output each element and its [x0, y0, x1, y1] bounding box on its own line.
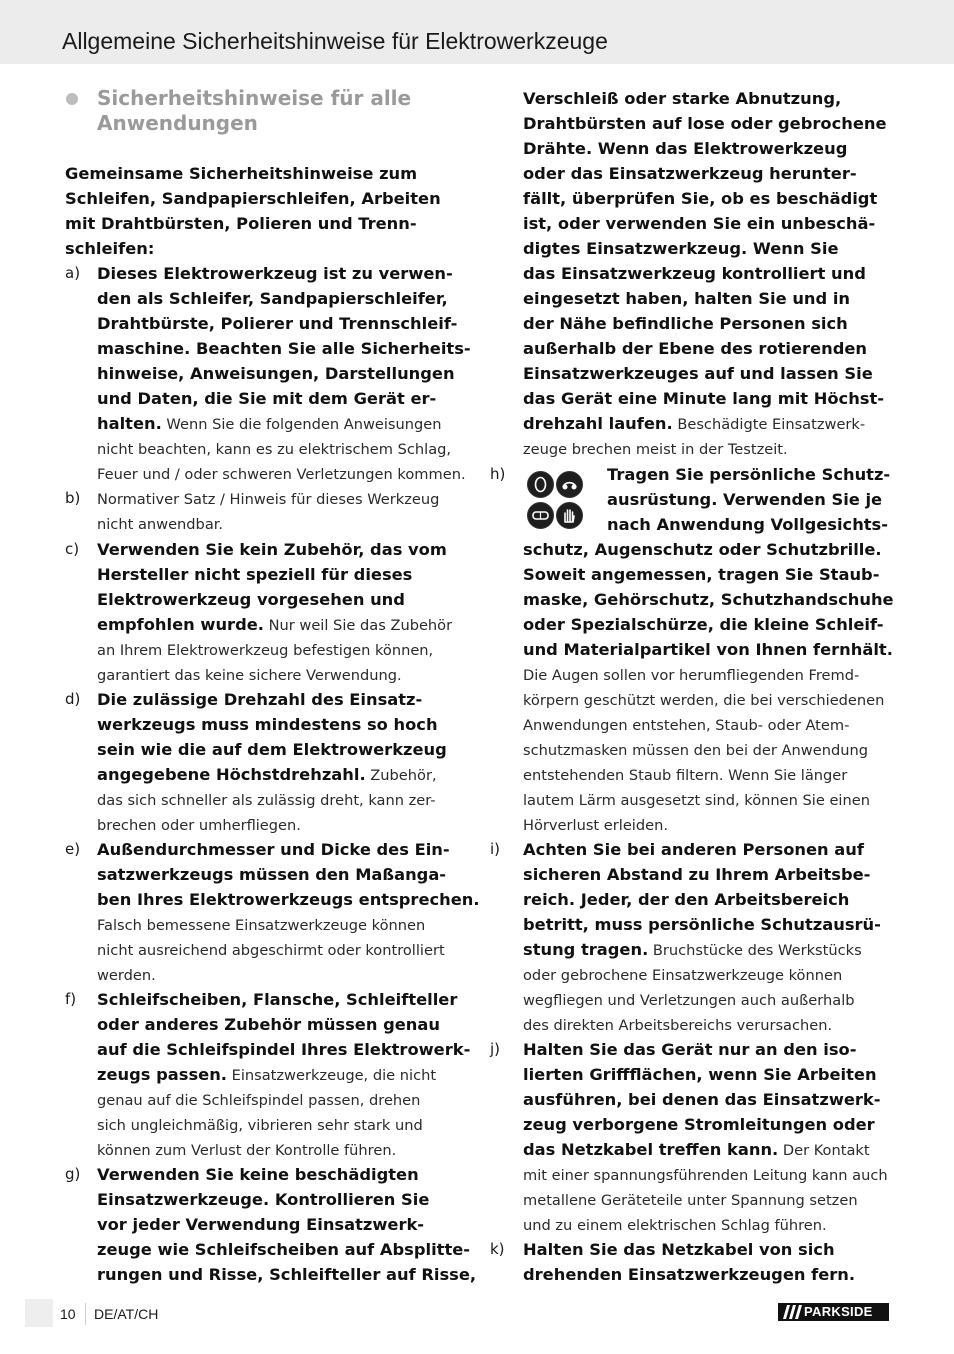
- list-item-h-line: [523, 537, 882, 562]
- list-item-h-line: [523, 662, 859, 687]
- list-item-h-line: [523, 612, 884, 637]
- list-item-i-line: [523, 987, 855, 1012]
- intro-line: schleifen:: [65, 239, 155, 258]
- body-text: sich ungleichmäßig, vibrieren sehr stark und: [97, 1117, 423, 1134]
- list-item-g-cont-line: [523, 411, 865, 436]
- list-item-h-line: [523, 687, 884, 712]
- bold-text: reich. Jeder, der den Arbeitsbereich: [523, 890, 850, 909]
- list-item-g-cont-line: [523, 361, 873, 386]
- list-item-j-line: [523, 1137, 870, 1162]
- body-text: oder gebrochene Einsatzwerkzeuge können: [523, 967, 843, 984]
- bold-text: Halten Sie das Netzkabel von sich: [523, 1240, 835, 1259]
- bold-text: drehzahl laufen.: [523, 414, 673, 433]
- bold-text: eingesetzt haben, halten Sie und in: [523, 289, 851, 308]
- list-item-e-line: [97, 962, 156, 987]
- list-item-e-line: [97, 887, 480, 912]
- list-item-d-line: [97, 812, 301, 837]
- brand-logo-text: PARKSIDE: [804, 1304, 873, 1319]
- face-shield-icon: [527, 471, 554, 498]
- list-item-g-cont-line: [523, 436, 788, 461]
- bold-text: werkzeugs muss mindestens so hoch: [97, 715, 438, 734]
- list-item-d-line: [97, 687, 422, 712]
- list-item-i-line: [523, 962, 842, 987]
- list-item-g-cont-line: [523, 336, 867, 361]
- bold-text: hinweise, Anweisungen, Darstellungen: [97, 364, 455, 383]
- body-text: wegfliegen und Verletzungen auch außerhalb: [523, 992, 855, 1009]
- list-item-g-cont-line: [523, 161, 857, 186]
- list-item-e-line: [97, 912, 425, 937]
- bold-text: betritt, muss persönliche Schutzausrü-: [523, 915, 881, 934]
- bold-text: Außendurchmesser und Dicke des Ein-: [97, 840, 450, 859]
- list-marker-e: e): [65, 840, 81, 858]
- brand-logo: [778, 1303, 889, 1321]
- bold-text: ausführen, bei denen das Einsatzwerk-: [523, 1090, 881, 1109]
- goggles-icon: [527, 502, 554, 529]
- body-text: an Ihrem Elektrowerkzeug befestigen können,: [97, 642, 434, 659]
- list-item-g-line: [97, 1212, 424, 1237]
- bold-text: oder anderes Zubehör müssen genau: [97, 1015, 440, 1034]
- list-item-g-line: [97, 1237, 470, 1262]
- list-item-h-line: [607, 487, 882, 512]
- bold-text: Einsatzwerkzeuges auf und lassen Sie: [523, 364, 873, 383]
- list-item-c-line: [97, 637, 433, 662]
- list-item-i-line: [523, 862, 870, 887]
- list-item-h-line: [523, 762, 847, 787]
- body-text: Falsch bemessene Einsatzwerkzeuge können: [97, 917, 426, 934]
- list-item-c-line: [97, 587, 405, 612]
- list-item-g-cont-line: [523, 186, 877, 211]
- body-text: können zum Verlust der Kontrolle führen.: [97, 1142, 397, 1159]
- body-text: Anwendungen entstehen, Staub- oder Atem-: [523, 717, 850, 734]
- list-marker-d: d): [65, 690, 81, 708]
- list-item-g-cont-line: [523, 136, 847, 161]
- bold-text: Drahtbürste, Polierer und Trennschleif-: [97, 314, 458, 333]
- list-item-g-cont-line: [523, 211, 875, 236]
- list-marker-k: k): [490, 1240, 505, 1258]
- list-item-g-line: [97, 1162, 419, 1187]
- list-marker-g: g): [65, 1165, 81, 1183]
- body-text: Einsatzwerkzeuge, die nicht: [226, 1067, 437, 1084]
- body-text: nicht anwendbar.: [97, 516, 224, 533]
- bold-text: oder Spezialschürze, die kleine Schleif-: [523, 615, 884, 634]
- bold-text: außerhalb der Ebene des rotierenden: [523, 339, 867, 358]
- list-item-g-cont-line: [523, 286, 850, 311]
- bold-text: das Netzkabel treffen kann.: [523, 1140, 779, 1159]
- list-item-c-line: [97, 562, 412, 587]
- bold-text: zeugs passen.: [97, 1065, 227, 1084]
- body-text: garantiert das keine sichere Verwendung.: [97, 667, 402, 684]
- list-item-f-line: [97, 1112, 423, 1137]
- list-item-k-line: [523, 1262, 855, 1287]
- list-marker-j: j): [490, 1040, 501, 1058]
- intro-line: Schleifen, Sandpapierschleifen, Arbeiten: [65, 189, 441, 208]
- bold-text: Drahtbürsten auf lose oder gebrochene: [523, 114, 887, 133]
- body-text: Normativer Satz / Hinweis für dieses Werkzeug: [97, 491, 440, 508]
- bold-text: der Nähe befindliche Personen sich: [523, 314, 848, 333]
- gloves-icon: [556, 502, 583, 529]
- list-item-b-line: [97, 486, 439, 511]
- list-item-i-line: [523, 912, 881, 937]
- section-title: [97, 86, 411, 136]
- body-text: lautem Lärm ausgesetzt sind, können Sie einen: [523, 792, 870, 809]
- body-text: mit einer spannungsführenden Leitung kann auch: [523, 1167, 888, 1184]
- section-bullet-icon: [66, 93, 78, 105]
- list-item-d-line: [97, 712, 438, 737]
- bold-text: maschine. Beachten Sie alle Sicherheits-: [97, 339, 471, 358]
- bold-text: halten.: [97, 414, 162, 433]
- list-item-h-line: [607, 512, 888, 537]
- body-text: genau auf die Schleifspindel passen, drehen: [97, 1092, 421, 1109]
- list-item-i-line: [523, 887, 849, 912]
- list-item-j-line: [523, 1087, 881, 1112]
- body-text: Wenn Sie die folgenden Anweisungen: [161, 416, 442, 433]
- list-marker-h: h): [490, 465, 506, 483]
- list-item-c-line: [97, 662, 402, 687]
- body-text: körpern geschützt werden, die bei verschiedenen: [523, 692, 885, 709]
- list-item-h-line: [523, 812, 668, 837]
- list-item-f-line: [97, 1037, 470, 1062]
- list-item-g-cont-line: [523, 261, 866, 286]
- intro-line: Gemeinsame Sicherheitshinweise zum: [65, 164, 418, 183]
- ear-protection-icon: [556, 471, 583, 498]
- bold-text: zeug verborgene Stromleitungen oder: [523, 1115, 875, 1134]
- list-item-g-cont-line: [523, 86, 841, 111]
- body-text: metallene Geräteteile unter Spannung setzen: [523, 1192, 858, 1209]
- list-item-a-line: [97, 336, 471, 361]
- list-item-h-line: [523, 787, 870, 812]
- list-item-h-line: [523, 712, 849, 737]
- bold-text: Verwenden Sie kein Zubehör, das vom: [97, 540, 447, 559]
- bold-text: und Materialpartikel von Ihnen fernhält.: [523, 640, 893, 659]
- bold-text: Dieses Elektrowerkzeug ist zu verwen-: [97, 264, 453, 283]
- bold-text: Die zulässige Drehzahl des Einsatz-: [97, 690, 423, 709]
- bold-text: Achten Sie bei anderen Personen auf: [523, 840, 864, 859]
- list-item-i-line: [523, 837, 864, 862]
- list-item-j-line: [523, 1112, 875, 1137]
- bold-text: drehenden Einsatzwerkzeugen fern.: [523, 1265, 856, 1284]
- list-item-b-line: [97, 511, 223, 536]
- bold-text: angegebene Höchstdrehzahl.: [97, 765, 366, 784]
- footer-divider: [85, 1303, 86, 1325]
- page-number-box: [25, 1299, 53, 1327]
- list-item-k-line: [523, 1237, 835, 1262]
- list-item-g-cont-line: [523, 386, 884, 411]
- bold-text: sein wie die auf dem Elektrowerkzeug: [97, 740, 447, 759]
- list-item-g-line: [97, 1187, 429, 1212]
- list-marker-f: f): [65, 990, 77, 1008]
- list-item-e-line: [97, 937, 445, 962]
- intro-line: mit Drahtbürsten, Polieren und Trenn-: [65, 214, 417, 233]
- list-item-f-line: [97, 1012, 440, 1037]
- list-item-j-line: [523, 1187, 858, 1212]
- list-item-d-line: [97, 787, 436, 812]
- body-text: zeuge brechen meist in der Testzeit.: [523, 441, 788, 458]
- list-item-g-cont-line: [523, 311, 848, 336]
- bold-text: nach Anwendung Vollgesichts-: [607, 515, 889, 534]
- bold-text: das Einsatzwerkzeug kontrolliert und: [523, 264, 866, 283]
- list-item-a-line: [97, 461, 466, 486]
- list-item-h-line: [523, 562, 879, 587]
- ppe-icon-group: [527, 471, 583, 529]
- bold-text: zeuge wie Schleifscheiben auf Absplitte-: [97, 1240, 471, 1259]
- page-title: Allgemeine Sicherheitshinweise für Elektrowerkzeuge: [62, 28, 608, 54]
- list-item-c-line: [97, 612, 452, 637]
- body-text: Die Augen sollen vor herumfliegenden Fremd-: [523, 667, 860, 684]
- bold-text: Halten Sie das Gerät nur an den iso-: [523, 1040, 857, 1059]
- bold-text: den als Schleifer, Sandpapierschleifer,: [97, 289, 448, 308]
- body-text: nicht beachten, kann es zu elektrischem Schlag,: [97, 441, 452, 458]
- list-item-a-line: [97, 436, 451, 461]
- list-item-g-cont-line: [523, 111, 887, 136]
- list-item-d-line: [97, 737, 447, 762]
- body-text: des direkten Arbeitsbereichs verursachen.: [523, 1017, 833, 1034]
- list-item-f-line: [97, 1137, 396, 1162]
- bold-text: Verschleiß oder starke Abnutzung,: [523, 89, 842, 108]
- bold-text: Elektrowerkzeug vorgesehen und: [97, 590, 405, 609]
- body-text: Hörverlust erleiden.: [523, 817, 668, 834]
- bold-text: oder das Einsatzwerkzeug herunter-: [523, 164, 857, 183]
- locale-code: DE/AT/CH: [94, 1306, 159, 1322]
- bold-text: ist, oder verwenden Sie ein unbeschä-: [523, 214, 876, 233]
- bold-text: lierten Griffflächen, wenn Sie Arbeiten: [523, 1065, 877, 1084]
- section-title-line1: Sicherheitshinweise für alle: [97, 86, 412, 110]
- list-item-f-line: [97, 1087, 420, 1112]
- list-marker-b: b): [65, 489, 81, 507]
- bold-text: Einsatzwerkzeuge. Kontrollieren Sie: [97, 1190, 430, 1209]
- list-item-a-line: [97, 286, 448, 311]
- list-item-g-cont-line: [523, 236, 838, 261]
- list-item-g-line: [97, 1262, 476, 1287]
- body-text: brechen oder umherfliegen.: [97, 817, 301, 834]
- list-item-a-line: [97, 411, 442, 436]
- list-item-j-line: [523, 1162, 888, 1187]
- bold-text: das Gerät eine Minute lang mit Höchst-: [523, 389, 885, 408]
- bold-text: Schleifscheiben, Flansche, Schleifteller: [97, 990, 458, 1009]
- list-item-j-line: [523, 1037, 856, 1062]
- bold-text: Soweit angemessen, tragen Sie Staub-: [523, 565, 880, 584]
- bold-text: Drähte. Wenn das Elektrowerkzeug: [523, 139, 848, 158]
- body-text: Zubehör,: [365, 767, 437, 784]
- list-item-j-line: [523, 1212, 827, 1237]
- bold-text: sicheren Abstand zu Ihrem Arbeitsbe-: [523, 865, 871, 884]
- list-item-j-line: [523, 1062, 877, 1087]
- bold-text: ausrüstung. Verwenden Sie je: [607, 490, 883, 509]
- bold-text: Verwenden Sie keine beschädigten: [97, 1165, 419, 1184]
- bold-text: stung tragen.: [523, 940, 649, 959]
- list-item-h-line: [523, 737, 868, 762]
- bold-text: digtes Einsatzwerkzeug. Wenn Sie: [523, 239, 839, 258]
- body-text: Nur weil Sie das Zubehör: [263, 617, 453, 634]
- bold-text: maske, Gehörschutz, Schutzhandschuhe: [523, 590, 894, 609]
- list-item-d-line: [97, 762, 437, 787]
- body-text: Der Kontakt: [778, 1142, 870, 1159]
- list-item-a-line: [97, 361, 455, 386]
- list-item-a-line: [97, 311, 457, 336]
- list-item-e-line: [97, 837, 450, 862]
- list-marker-i: i): [490, 840, 501, 858]
- body-text: das sich schneller als zulässig dreht, kann zer-: [97, 792, 436, 809]
- bold-text: empfohlen wurde.: [97, 615, 264, 634]
- list-item-h-line: [523, 637, 893, 662]
- list-item-f-line: [97, 987, 457, 1012]
- bold-text: und Daten, die Sie mit dem Gerät er-: [97, 389, 437, 408]
- body-text: Feuer und / oder schweren Verletzungen kommen.: [97, 466, 466, 483]
- body-text: Beschädigte Einsatzwerk-: [672, 416, 866, 433]
- list-item-i-line: [523, 1012, 832, 1037]
- bold-text: satzwerkzeugs müssen den Maßanga-: [97, 865, 447, 884]
- body-text: nicht ausreichend abgeschirmt oder kontrolliert: [97, 942, 445, 959]
- list-marker-c: c): [65, 540, 80, 558]
- logo-stripes-icon: [783, 1305, 805, 1319]
- section-title-line2: Anwendungen: [97, 111, 258, 135]
- bold-text: fällt, überprüfen Sie, ob es beschädigt: [523, 189, 878, 208]
- bold-text: schutz, Augenschutz oder Schutzbrille.: [523, 540, 882, 559]
- list-item-e-line: [97, 862, 446, 887]
- list-item-a-line: [97, 386, 436, 411]
- list-item-h-line: [523, 587, 894, 612]
- body-text: schutzmasken müssen den bei der Anwendung: [523, 742, 868, 759]
- body-text: entstehenden Staub filtern. Wenn Sie länger: [523, 767, 848, 784]
- list-item-a-line: [97, 261, 453, 286]
- list-item-h-line: [607, 462, 890, 487]
- bold-text: auf die Schleifspindel Ihres Elektrowerk-: [97, 1040, 471, 1059]
- body-text: werden.: [97, 967, 156, 984]
- bold-text: rungen und Risse, Schleifteller auf Risse,: [97, 1265, 477, 1284]
- bold-text: ben Ihres Elektrowerkzeugs entsprechen.: [97, 890, 480, 909]
- bold-text: vor jeder Verwendung Einsatzwerk-: [97, 1215, 425, 1234]
- page-number: 10: [60, 1306, 76, 1322]
- body-text: und zu einem elektrischen Schlag führen.: [523, 1217, 827, 1234]
- list-item-c-line: [97, 537, 447, 562]
- list-item-f-line: [97, 1062, 436, 1087]
- bold-text: Tragen Sie persönliche Schutz-: [607, 465, 891, 484]
- bold-text: Hersteller nicht speziell für dieses: [97, 565, 413, 584]
- list-marker-a: a): [65, 264, 81, 282]
- list-item-i-line: [523, 937, 862, 962]
- body-text: Bruchstücke des Werkstücks: [648, 942, 862, 959]
